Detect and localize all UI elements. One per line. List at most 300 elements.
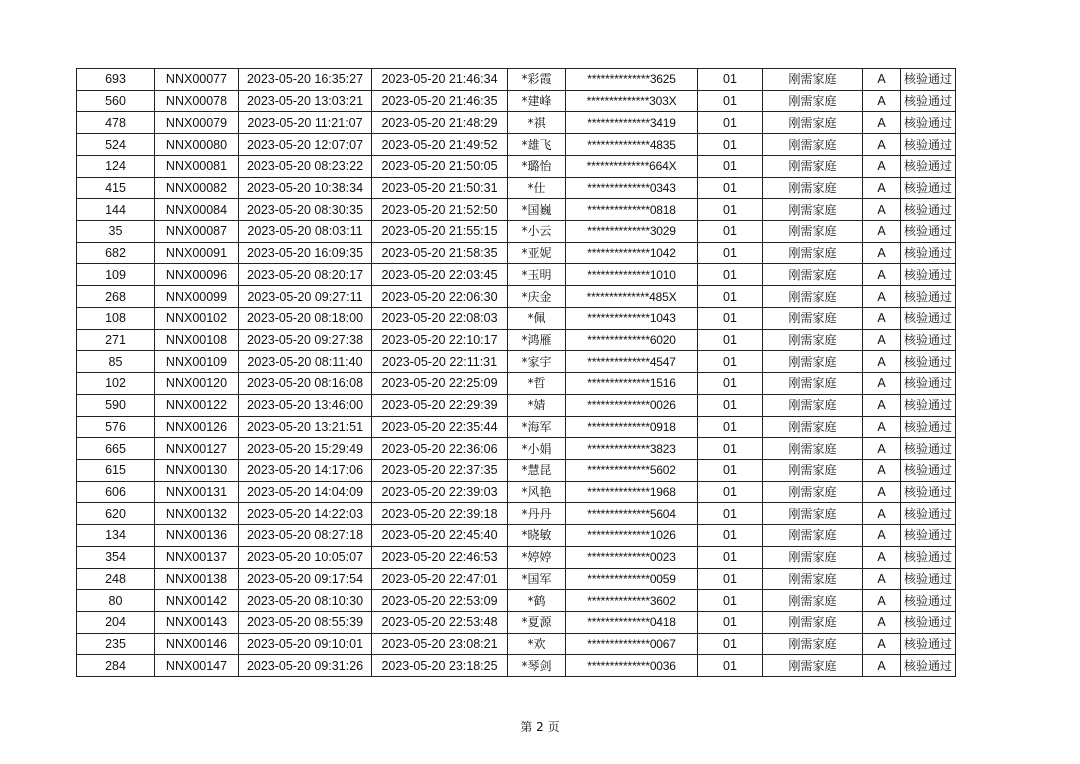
household-type-cell: 刚需家庭: [763, 112, 863, 134]
seq-number-cell: 271: [77, 329, 155, 351]
applicant-name-cell: *雄飞: [508, 134, 566, 156]
grade-cell: A: [863, 394, 901, 416]
verify-status-cell: 核验通过: [901, 177, 956, 199]
table-row: [77, 329, 956, 351]
code-cell: 01: [698, 69, 763, 91]
submit-time-cell: 2023-05-20 16:09:35: [239, 242, 372, 264]
submit-time-cell: 2023-05-20 09:27:11: [239, 286, 372, 308]
grade-cell: A: [863, 112, 901, 134]
id-number-cell: **************3602: [566, 590, 698, 612]
seq-number-cell: 268: [77, 286, 155, 308]
table-row: [77, 416, 956, 438]
household-type-cell: 刚需家庭: [763, 351, 863, 373]
code-cell: 01: [698, 177, 763, 199]
verify-time-cell: 2023-05-20 21:48:29: [372, 112, 508, 134]
household-type-cell: 刚需家庭: [763, 546, 863, 568]
application-id-cell: NNX00087: [155, 221, 239, 243]
code-cell: 01: [698, 155, 763, 177]
code-cell: 01: [698, 329, 763, 351]
seq-number-cell: 682: [77, 242, 155, 264]
table-row: [77, 307, 956, 329]
application-id-cell: NNX00078: [155, 90, 239, 112]
seq-number-cell: 284: [77, 655, 155, 677]
applicant-name-cell: *家宇: [508, 351, 566, 373]
application-id-cell: NNX00126: [155, 416, 239, 438]
code-cell: 01: [698, 611, 763, 633]
seq-number-cell: 354: [77, 546, 155, 568]
applicant-name-cell: *佩: [508, 307, 566, 329]
applicant-name-cell: *琴剑: [508, 655, 566, 677]
code-cell: 01: [698, 525, 763, 547]
seq-number-cell: 560: [77, 90, 155, 112]
verify-time-cell: 2023-05-20 22:39:18: [372, 503, 508, 525]
verify-time-cell: 2023-05-20 22:11:31: [372, 351, 508, 373]
code-cell: 01: [698, 568, 763, 590]
verify-status-cell: 核验通过: [901, 416, 956, 438]
verify-status-cell: 核验通过: [901, 90, 956, 112]
verify-status-cell: 核验通过: [901, 633, 956, 655]
table-row: [77, 633, 956, 655]
applicant-name-cell: *小娟: [508, 438, 566, 460]
id-number-cell: **************0418: [566, 611, 698, 633]
verify-status-cell: 核验通过: [901, 373, 956, 395]
table-row: [77, 373, 956, 395]
submit-time-cell: 2023-05-20 12:07:07: [239, 134, 372, 156]
applicant-name-cell: *晓敏: [508, 525, 566, 547]
application-id-cell: NNX00108: [155, 329, 239, 351]
id-number-cell: **************3029: [566, 221, 698, 243]
seq-number-cell: 102: [77, 373, 155, 395]
seq-number-cell: 606: [77, 481, 155, 503]
code-cell: 01: [698, 655, 763, 677]
verify-time-cell: 2023-05-20 22:08:03: [372, 307, 508, 329]
applicant-name-cell: *慧昆: [508, 459, 566, 481]
verify-time-cell: 2023-05-20 21:50:31: [372, 177, 508, 199]
verify-status-cell: 核验通过: [901, 655, 956, 677]
household-type-cell: 刚需家庭: [763, 90, 863, 112]
submit-time-cell: 2023-05-20 08:10:30: [239, 590, 372, 612]
submit-time-cell: 2023-05-20 08:20:17: [239, 264, 372, 286]
id-number-cell: **************1516: [566, 373, 698, 395]
verify-time-cell: 2023-05-20 21:50:05: [372, 155, 508, 177]
verify-time-cell: 2023-05-20 23:18:25: [372, 655, 508, 677]
applicant-name-cell: *夏源: [508, 611, 566, 633]
submit-time-cell: 2023-05-20 09:31:26: [239, 655, 372, 677]
id-number-cell: **************0036: [566, 655, 698, 677]
seq-number-cell: 576: [77, 416, 155, 438]
applicant-name-cell: *国军: [508, 568, 566, 590]
household-type-cell: 刚需家庭: [763, 69, 863, 91]
verify-time-cell: 2023-05-20 21:46:34: [372, 69, 508, 91]
grade-cell: A: [863, 264, 901, 286]
id-number-cell: **************3823: [566, 438, 698, 460]
grade-cell: A: [863, 373, 901, 395]
seq-number-cell: 590: [77, 394, 155, 416]
application-id-cell: NNX00080: [155, 134, 239, 156]
application-id-cell: NNX00131: [155, 481, 239, 503]
applicant-name-cell: *玉明: [508, 264, 566, 286]
code-cell: 01: [698, 351, 763, 373]
submit-time-cell: 2023-05-20 13:21:51: [239, 416, 372, 438]
seq-number-cell: 665: [77, 438, 155, 460]
applicant-name-cell: *庆金: [508, 286, 566, 308]
verify-time-cell: 2023-05-20 22:06:30: [372, 286, 508, 308]
applicant-name-cell: *亚妮: [508, 242, 566, 264]
grade-cell: A: [863, 438, 901, 460]
submit-time-cell: 2023-05-20 10:38:34: [239, 177, 372, 199]
submit-time-cell: 2023-05-20 09:27:38: [239, 329, 372, 351]
code-cell: 01: [698, 221, 763, 243]
seq-number-cell: 35: [77, 221, 155, 243]
id-number-cell: **************303X: [566, 90, 698, 112]
grade-cell: A: [863, 568, 901, 590]
household-type-cell: 刚需家庭: [763, 155, 863, 177]
applicant-name-cell: *仕: [508, 177, 566, 199]
verify-time-cell: 2023-05-20 22:46:53: [372, 546, 508, 568]
code-cell: 01: [698, 459, 763, 481]
applicant-name-cell: *丹丹: [508, 503, 566, 525]
code-cell: 01: [698, 394, 763, 416]
id-number-cell: **************0343: [566, 177, 698, 199]
table-row: [77, 134, 956, 156]
household-type-cell: 刚需家庭: [763, 264, 863, 286]
household-type-cell: 刚需家庭: [763, 416, 863, 438]
verify-time-cell: 2023-05-20 22:53:09: [372, 590, 508, 612]
submit-time-cell: 2023-05-20 14:17:06: [239, 459, 372, 481]
household-type-cell: 刚需家庭: [763, 134, 863, 156]
applicant-name-cell: *海军: [508, 416, 566, 438]
grade-cell: A: [863, 351, 901, 373]
applicant-name-cell: *欢: [508, 633, 566, 655]
grade-cell: A: [863, 590, 901, 612]
grade-cell: A: [863, 503, 901, 525]
code-cell: 01: [698, 242, 763, 264]
table-row: [77, 655, 956, 677]
household-type-cell: 刚需家庭: [763, 307, 863, 329]
application-id-cell: NNX00142: [155, 590, 239, 612]
code-cell: 01: [698, 590, 763, 612]
application-id-cell: NNX00079: [155, 112, 239, 134]
code-cell: 01: [698, 112, 763, 134]
submit-time-cell: 2023-05-20 09:17:54: [239, 568, 372, 590]
seq-number-cell: 85: [77, 351, 155, 373]
submit-time-cell: 2023-05-20 08:11:40: [239, 351, 372, 373]
submit-time-cell: 2023-05-20 13:03:21: [239, 90, 372, 112]
household-type-cell: 刚需家庭: [763, 199, 863, 221]
code-cell: 01: [698, 416, 763, 438]
table-row: [77, 221, 956, 243]
seq-number-cell: 80: [77, 590, 155, 612]
submit-time-cell: 2023-05-20 08:27:18: [239, 525, 372, 547]
id-number-cell: **************1026: [566, 525, 698, 547]
grade-cell: A: [863, 459, 901, 481]
household-type-cell: 刚需家庭: [763, 438, 863, 460]
application-id-cell: NNX00122: [155, 394, 239, 416]
submit-time-cell: 2023-05-20 08:55:39: [239, 611, 372, 633]
seq-number-cell: 144: [77, 199, 155, 221]
table-row: [77, 264, 956, 286]
code-cell: 01: [698, 199, 763, 221]
application-id-cell: NNX00084: [155, 199, 239, 221]
application-id-cell: NNX00137: [155, 546, 239, 568]
submit-time-cell: 2023-05-20 11:21:07: [239, 112, 372, 134]
id-number-cell: **************5604: [566, 503, 698, 525]
applicant-name-cell: *祺: [508, 112, 566, 134]
application-id-cell: NNX00136: [155, 525, 239, 547]
grade-cell: A: [863, 307, 901, 329]
table-row: [77, 199, 956, 221]
verify-status-cell: 核验通过: [901, 611, 956, 633]
code-cell: 01: [698, 633, 763, 655]
submit-time-cell: 2023-05-20 08:16:08: [239, 373, 372, 395]
grade-cell: A: [863, 416, 901, 438]
table-row: [77, 90, 956, 112]
verify-status-cell: 核验通过: [901, 155, 956, 177]
household-type-cell: 刚需家庭: [763, 590, 863, 612]
id-number-cell: **************664X: [566, 155, 698, 177]
grade-cell: A: [863, 90, 901, 112]
grade-cell: A: [863, 242, 901, 264]
household-type-cell: 刚需家庭: [763, 373, 863, 395]
id-number-cell: **************4547: [566, 351, 698, 373]
verify-status-cell: 核验通过: [901, 503, 956, 525]
application-id-cell: NNX00138: [155, 568, 239, 590]
application-id-cell: NNX00082: [155, 177, 239, 199]
seq-number-cell: 415: [77, 177, 155, 199]
id-number-cell: **************0918: [566, 416, 698, 438]
seq-number-cell: 615: [77, 459, 155, 481]
code-cell: 01: [698, 307, 763, 329]
application-id-cell: NNX00091: [155, 242, 239, 264]
seq-number-cell: 524: [77, 134, 155, 156]
application-id-cell: NNX00099: [155, 286, 239, 308]
grade-cell: A: [863, 221, 901, 243]
application-id-cell: NNX00127: [155, 438, 239, 460]
verify-status-cell: 核验通过: [901, 590, 956, 612]
household-type-cell: 刚需家庭: [763, 568, 863, 590]
verify-status-cell: 核验通过: [901, 307, 956, 329]
applicant-name-cell: *建峰: [508, 90, 566, 112]
verify-time-cell: 2023-05-20 22:35:44: [372, 416, 508, 438]
household-type-cell: 刚需家庭: [763, 242, 863, 264]
id-number-cell: **************4835: [566, 134, 698, 156]
household-type-cell: 刚需家庭: [763, 394, 863, 416]
grade-cell: A: [863, 134, 901, 156]
table-row: [77, 112, 956, 134]
verify-status-cell: 核验通过: [901, 351, 956, 373]
verify-status-cell: 核验通过: [901, 112, 956, 134]
applicant-table: [76, 68, 956, 677]
household-type-cell: 刚需家庭: [763, 286, 863, 308]
household-type-cell: 刚需家庭: [763, 329, 863, 351]
seq-number-cell: 693: [77, 69, 155, 91]
grade-cell: A: [863, 611, 901, 633]
submit-time-cell: 2023-05-20 08:30:35: [239, 199, 372, 221]
table-row: [77, 177, 956, 199]
id-number-cell: **************0026: [566, 394, 698, 416]
applicant-name-cell: *婧: [508, 394, 566, 416]
table-row: [77, 481, 956, 503]
table-row: [77, 459, 956, 481]
grade-cell: A: [863, 69, 901, 91]
verify-time-cell: 2023-05-20 22:25:09: [372, 373, 508, 395]
verify-time-cell: 2023-05-20 22:37:35: [372, 459, 508, 481]
household-type-cell: 刚需家庭: [763, 503, 863, 525]
code-cell: 01: [698, 90, 763, 112]
id-number-cell: **************6020: [566, 329, 698, 351]
verify-time-cell: 2023-05-20 21:49:52: [372, 134, 508, 156]
code-cell: 01: [698, 264, 763, 286]
id-number-cell: **************3419: [566, 112, 698, 134]
verify-status-cell: 核验通过: [901, 481, 956, 503]
id-number-cell: **************1042: [566, 242, 698, 264]
id-number-cell: **************0067: [566, 633, 698, 655]
code-cell: 01: [698, 373, 763, 395]
table-row: [77, 351, 956, 373]
verify-status-cell: 核验通过: [901, 459, 956, 481]
id-number-cell: **************1968: [566, 481, 698, 503]
grade-cell: A: [863, 655, 901, 677]
submit-time-cell: 2023-05-20 16:35:27: [239, 69, 372, 91]
verify-status-cell: 核验通过: [901, 525, 956, 547]
id-number-cell: **************1043: [566, 307, 698, 329]
verify-time-cell: 2023-05-20 22:29:39: [372, 394, 508, 416]
table-row: [77, 69, 956, 91]
verify-time-cell: 2023-05-20 22:03:45: [372, 264, 508, 286]
verify-status-cell: 核验通过: [901, 546, 956, 568]
verify-status-cell: 核验通过: [901, 568, 956, 590]
applicant-name-cell: *彩霞: [508, 69, 566, 91]
applicant-name-cell: *鹤: [508, 590, 566, 612]
submit-time-cell: 2023-05-20 14:22:03: [239, 503, 372, 525]
seq-number-cell: 235: [77, 633, 155, 655]
table-row: [77, 394, 956, 416]
applicant-name-cell: *国巍: [508, 199, 566, 221]
table-row: [77, 438, 956, 460]
table-row: [77, 525, 956, 547]
id-number-cell: **************0023: [566, 546, 698, 568]
id-number-cell: **************1010: [566, 264, 698, 286]
seq-number-cell: 124: [77, 155, 155, 177]
table-row: [77, 568, 956, 590]
application-id-cell: NNX00132: [155, 503, 239, 525]
application-id-cell: NNX00081: [155, 155, 239, 177]
applicant-name-cell: *婷婷: [508, 546, 566, 568]
verify-time-cell: 2023-05-20 21:55:15: [372, 221, 508, 243]
applicant-name-cell: *鸿雁: [508, 329, 566, 351]
household-type-cell: 刚需家庭: [763, 633, 863, 655]
id-number-cell: **************3625: [566, 69, 698, 91]
id-number-cell: **************485X: [566, 286, 698, 308]
submit-time-cell: 2023-05-20 08:03:11: [239, 221, 372, 243]
verify-status-cell: 核验通过: [901, 199, 956, 221]
table-body: [77, 69, 956, 677]
verify-status-cell: 核验通过: [901, 242, 956, 264]
table-row: [77, 590, 956, 612]
verify-status-cell: 核验通过: [901, 264, 956, 286]
code-cell: 01: [698, 438, 763, 460]
code-cell: 01: [698, 134, 763, 156]
verify-status-cell: 核验通过: [901, 134, 956, 156]
household-type-cell: 刚需家庭: [763, 221, 863, 243]
table-row: [77, 503, 956, 525]
grade-cell: A: [863, 199, 901, 221]
application-id-cell: NNX00109: [155, 351, 239, 373]
table-row: [77, 286, 956, 308]
household-type-cell: 刚需家庭: [763, 655, 863, 677]
household-type-cell: 刚需家庭: [763, 481, 863, 503]
table-row: [77, 155, 956, 177]
table-row: [77, 242, 956, 264]
submit-time-cell: 2023-05-20 08:18:00: [239, 307, 372, 329]
applicant-name-cell: *璐怡: [508, 155, 566, 177]
grade-cell: A: [863, 481, 901, 503]
verify-status-cell: 核验通过: [901, 394, 956, 416]
verify-time-cell: 2023-05-20 22:39:03: [372, 481, 508, 503]
verify-status-cell: 核验通过: [901, 69, 956, 91]
application-id-cell: NNX00143: [155, 611, 239, 633]
verify-time-cell: 2023-05-20 22:53:48: [372, 611, 508, 633]
verify-time-cell: 2023-05-20 21:46:35: [372, 90, 508, 112]
verify-time-cell: 2023-05-20 22:45:40: [372, 525, 508, 547]
submit-time-cell: 2023-05-20 15:29:49: [239, 438, 372, 460]
code-cell: 01: [698, 546, 763, 568]
grade-cell: A: [863, 633, 901, 655]
application-id-cell: NNX00077: [155, 69, 239, 91]
submit-time-cell: 2023-05-20 10:05:07: [239, 546, 372, 568]
application-id-cell: NNX00096: [155, 264, 239, 286]
application-id-cell: NNX00146: [155, 633, 239, 655]
submit-time-cell: 2023-05-20 14:04:09: [239, 481, 372, 503]
seq-number-cell: 248: [77, 568, 155, 590]
id-number-cell: **************5602: [566, 459, 698, 481]
grade-cell: A: [863, 525, 901, 547]
seq-number-cell: 478: [77, 112, 155, 134]
application-id-cell: NNX00102: [155, 307, 239, 329]
applicant-name-cell: *哲: [508, 373, 566, 395]
page-number: 第 2 页: [520, 720, 560, 734]
household-type-cell: 刚需家庭: [763, 525, 863, 547]
applicant-name-cell: *风艳: [508, 481, 566, 503]
table-row: [77, 611, 956, 633]
verify-status-cell: 核验通过: [901, 286, 956, 308]
verify-time-cell: 2023-05-20 21:52:50: [372, 199, 508, 221]
seq-number-cell: 108: [77, 307, 155, 329]
verify-status-cell: 核验通过: [901, 438, 956, 460]
grade-cell: A: [863, 155, 901, 177]
household-type-cell: 刚需家庭: [763, 459, 863, 481]
seq-number-cell: 134: [77, 525, 155, 547]
verify-time-cell: 2023-05-20 22:10:17: [372, 329, 508, 351]
submit-time-cell: 2023-05-20 13:46:00: [239, 394, 372, 416]
verify-status-cell: 核验通过: [901, 221, 956, 243]
code-cell: 01: [698, 503, 763, 525]
seq-number-cell: 109: [77, 264, 155, 286]
applicant-name-cell: *小云: [508, 221, 566, 243]
grade-cell: A: [863, 546, 901, 568]
verify-status-cell: 核验通过: [901, 329, 956, 351]
code-cell: 01: [698, 286, 763, 308]
verify-time-cell: 2023-05-20 22:36:06: [372, 438, 508, 460]
household-type-cell: 刚需家庭: [763, 177, 863, 199]
code-cell: 01: [698, 481, 763, 503]
grade-cell: A: [863, 329, 901, 351]
verify-time-cell: 2023-05-20 22:47:01: [372, 568, 508, 590]
verify-time-cell: 2023-05-20 21:58:35: [372, 242, 508, 264]
household-type-cell: 刚需家庭: [763, 611, 863, 633]
table-row: [77, 546, 956, 568]
id-number-cell: **************0059: [566, 568, 698, 590]
